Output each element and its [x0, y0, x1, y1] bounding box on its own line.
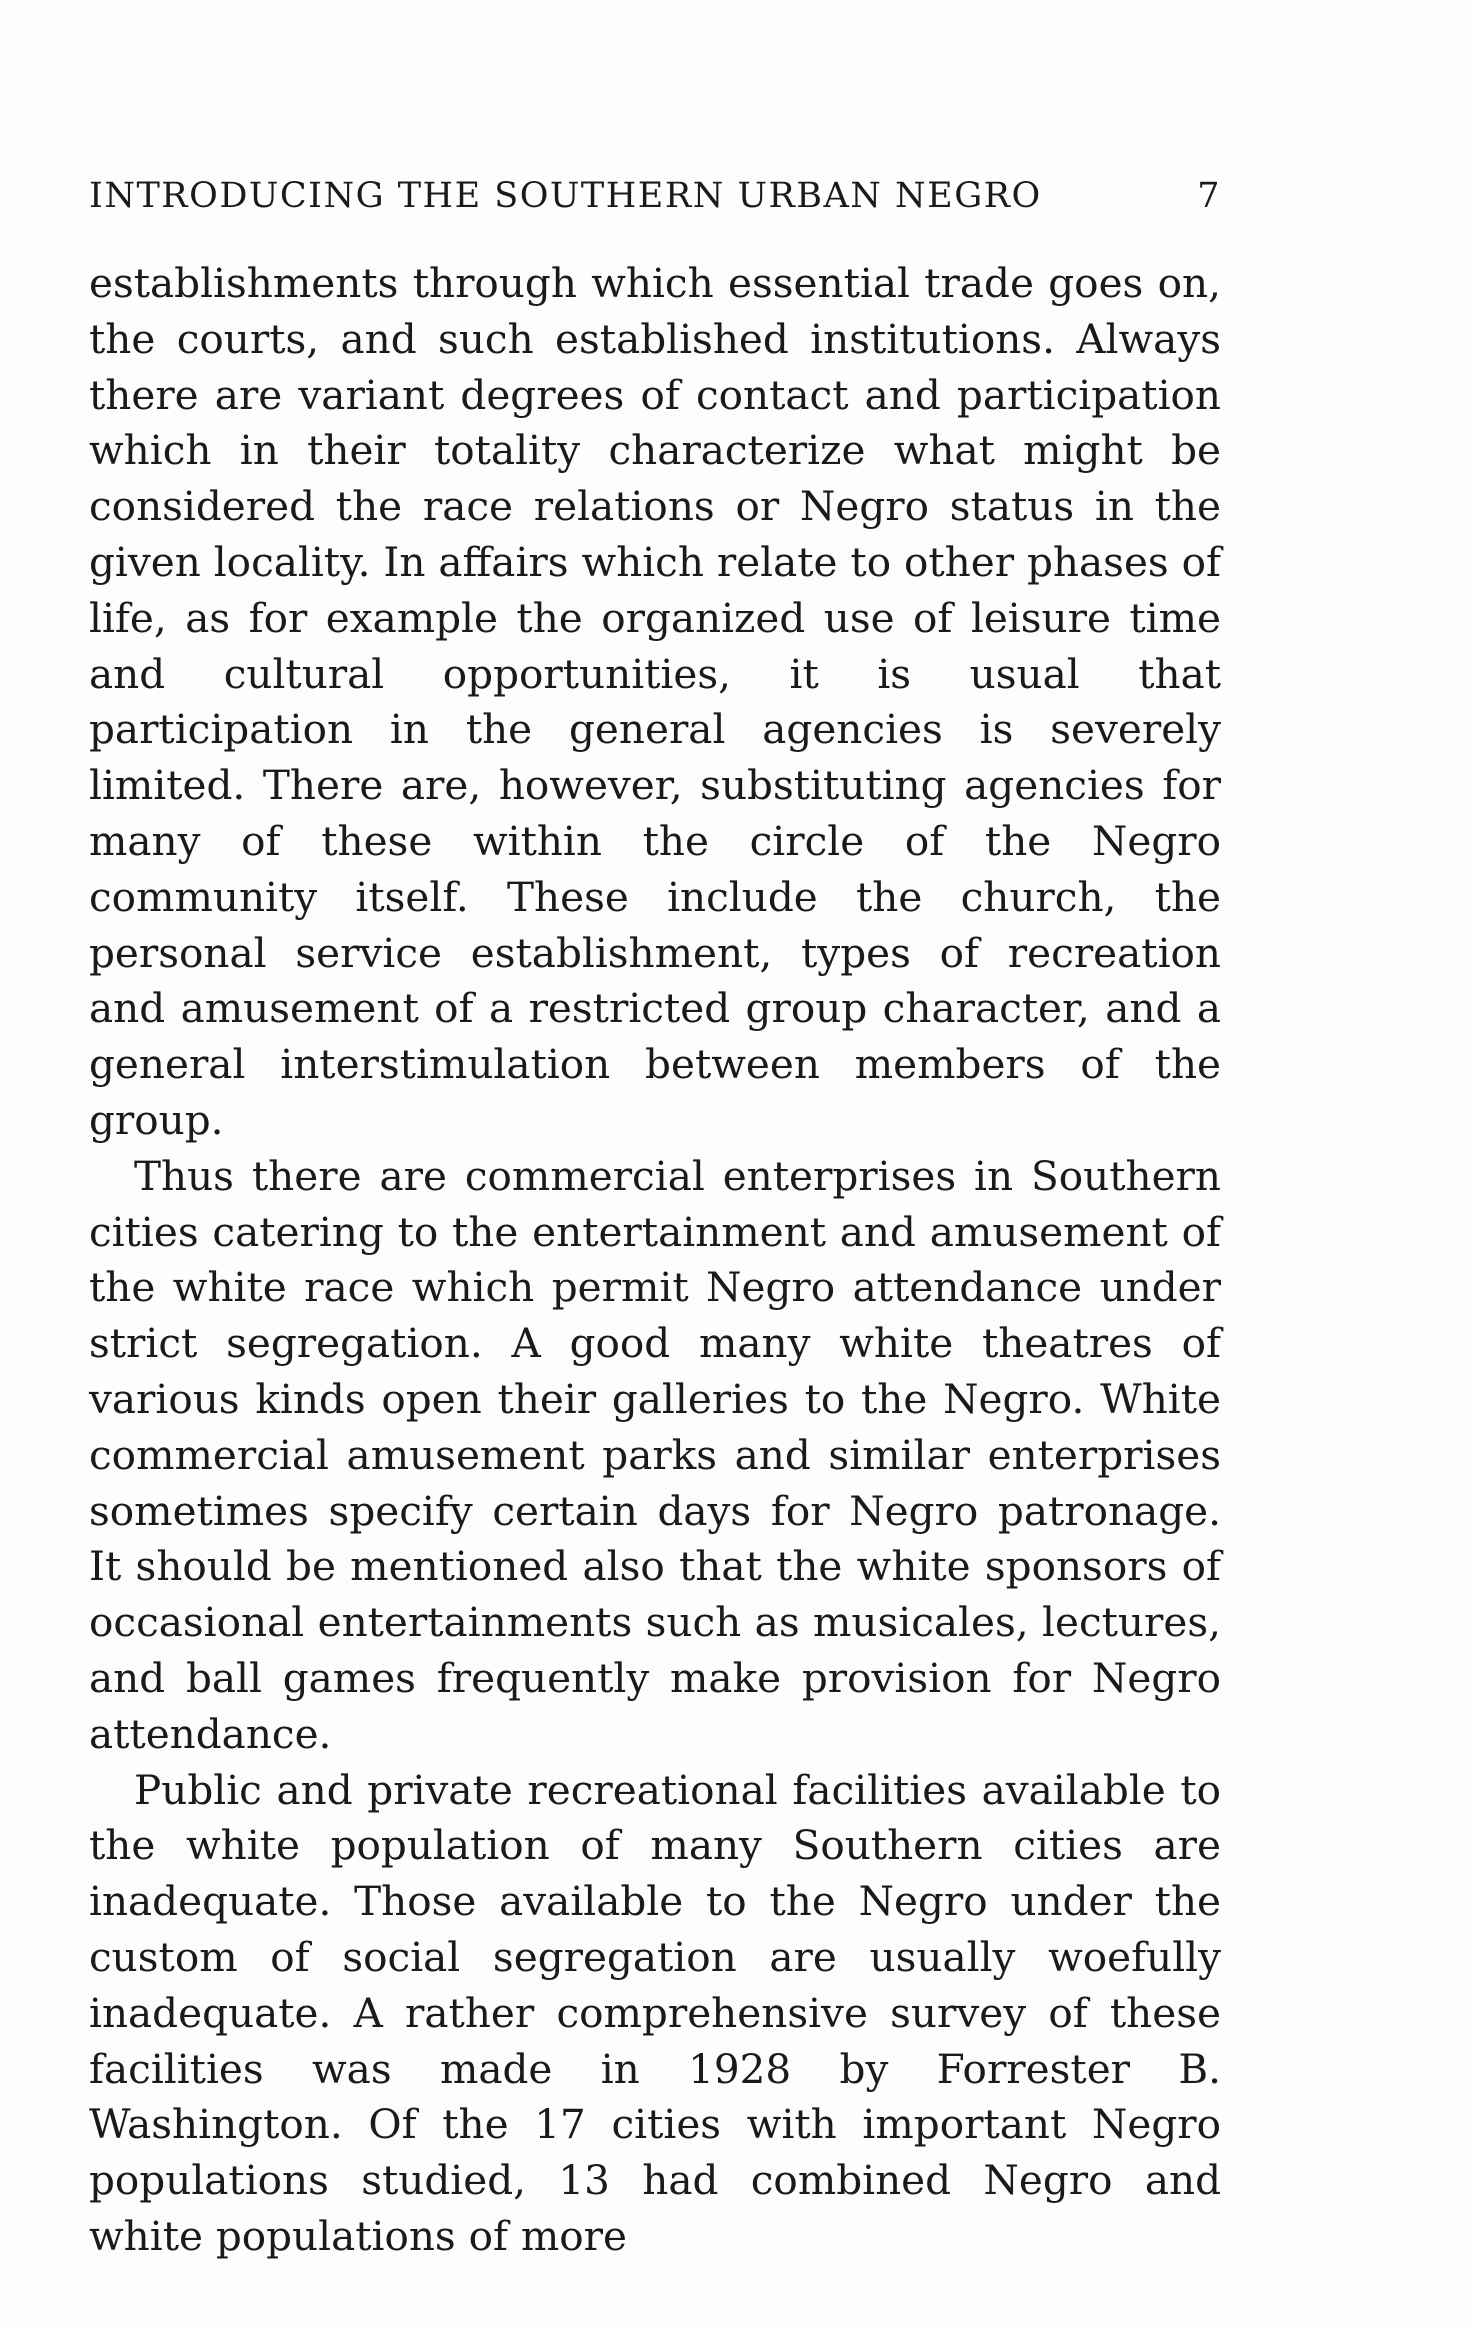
paragraph-1: establishments through which essential trade goes on, the courts, and such established institutions. Always there are variant degrees of contact and participation which in their totality characterize what might be considered the race relations or Negro status in the given locality. In affairs which relate to other phases of life, as for example the organized use of leisure time and cultural opportunities, it is usual that participation in the general agencies is severely limited. There are, however, substituting agencies for many of these within the circle of the Negro community itself. These include the church, the personal service establishment, types of recreation and amusement of a restricted group character, and a general interstimulation between members of the group.	[89, 259, 1221, 1144]
page-number: 7	[1197, 176, 1221, 216]
paragraph-2: Thus there are commercial enterprises in Southern cities catering to the entertainment and amusement of the white race which permit Negro attendance under strict segregation. A good many white theatres of various kinds open their galleries to the Negro. White commercial amusement parks and similar enterprises sometimes specify certain days for Negro patronage. It should be mentioned also that the white sponsors of occasional entertainments such as musicales, lectures, and ball games frequently make provision for Negro attendance.	[89, 1151, 1221, 1758]
paragraph-3: Public and private recreational facilities available to the white population of many Southern cities are inadequate. Those available to the Negro under the custom of social segregation are usually woefully inadequate. A rather comprehensive survey of these facilities was made in 1928 by Forrester B. Washington. Of the 17 cities with important Negro populations studied, 13 had combined Negro and white populations of more	[89, 1765, 1221, 2260]
running-header	[89, 176, 1221, 232]
body-text	[89, 256, 1221, 2265]
running-head-title: INTRODUCING THE SOUTHERN URBAN NEGRO	[89, 176, 1042, 216]
